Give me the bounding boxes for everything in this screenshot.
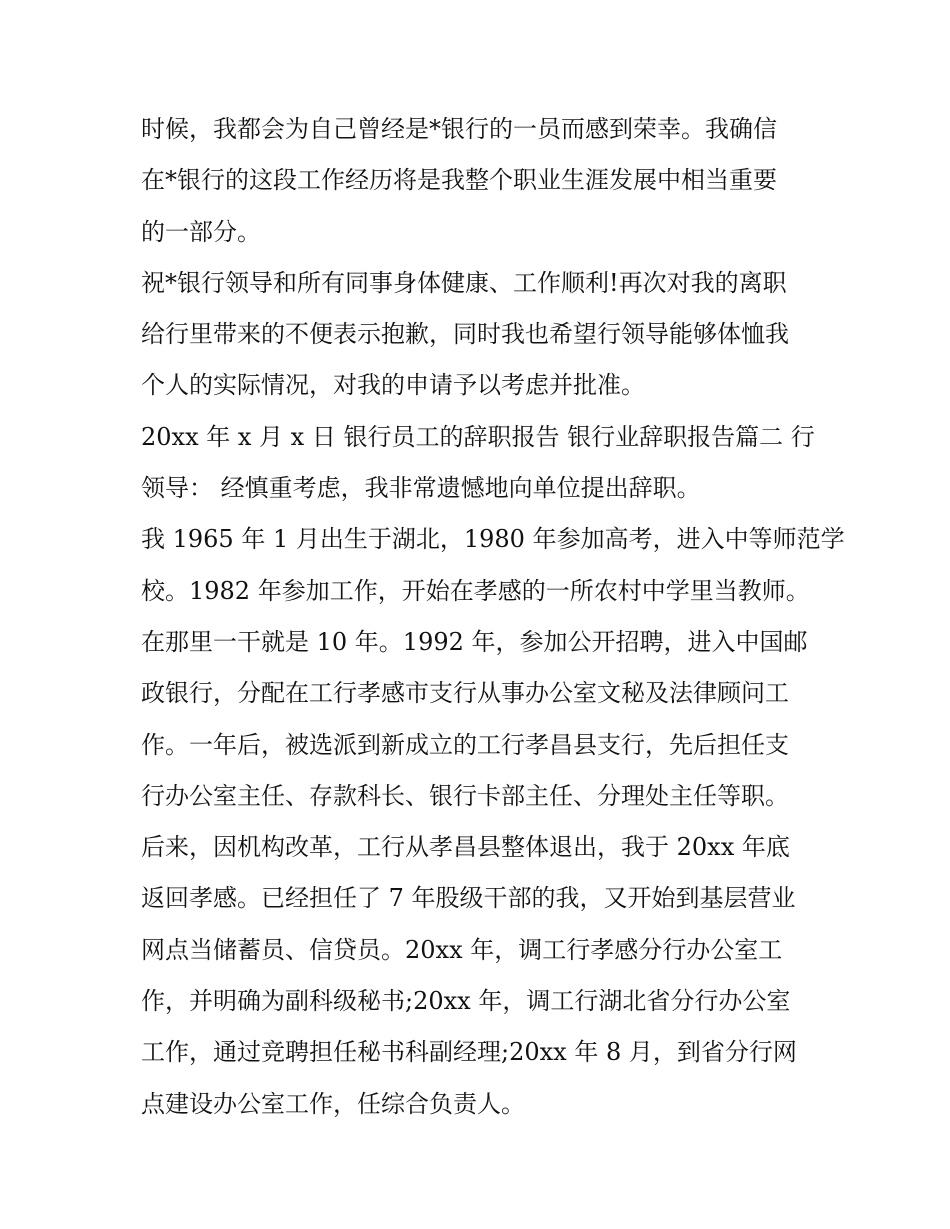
text-line: 政银行，分配在工行孝感市支行从事办公室文秘及法律顾问工	[141, 679, 789, 708]
paragraph-best-wishes	[141, 258, 821, 412]
text-line: 给行里带来的不便表示抱歉，同时我也希望行领导能够体恤我	[141, 320, 789, 349]
text-line: 行办公室主任、存款科长、银行卡部主任、分理处主任等职。	[141, 781, 789, 810]
text-line: 返回孝感。已经担任了 7 年股级干部的我，又开始到基层营业	[141, 884, 796, 913]
text-line: 领导： 经慎重考虑，我非常遗憾地向单位提出辞职。	[141, 474, 701, 503]
text-line: 点建设办公室工作，任综合负责人。	[141, 1089, 525, 1118]
document-body	[141, 104, 845, 1130]
text-line: 后来，因机构改革，工行从孝昌县整体退出，我于 20xx 年底	[141, 833, 790, 862]
text-line: 20xx 年 x 月 x 日 银行员工的辞职报告 银行业辞职报告篇二 行	[141, 422, 815, 451]
text-line: 在*银行的这段工作经历将是我整个职业生涯发展中相当重要	[141, 166, 777, 195]
text-line: 作。一年后，被选派到新成立的工行孝昌县支行，先后担任支	[141, 730, 789, 759]
paragraph-date-and-heading	[141, 412, 821, 515]
paragraph-closing-thoughts	[141, 104, 821, 258]
text-line: 网点当储蓄员、信贷员。20xx 年，调工行孝感分行办公室工	[141, 935, 783, 964]
text-line: 祝*银行领导和所有同事身体健康、工作顺利!再次对我的离职	[141, 268, 787, 297]
text-line: 作，并明确为副科级秘书;20xx 年，调工行湖北省分行办公室	[141, 987, 791, 1016]
text-line: 个人的实际情况，对我的申请予以考虑并批准。	[141, 371, 645, 400]
text-line: 校。1982 年参加工作，开始在孝感的一所农村中学里当教师。	[141, 576, 810, 605]
text-line: 时候，我都会为自己曾经是*银行的一员而感到荣幸。我确信	[141, 115, 777, 143]
text-line: 我 1965 年 1 月出生于湖北，1980 年参加高考，进入中等师范学	[141, 525, 845, 554]
paragraph-career-history	[141, 514, 845, 1130]
text-line: 的一部分。	[141, 217, 261, 246]
text-line: 工作，通过竞聘担任秘书科副经理;20xx 年 8 月，到省分行网	[141, 1038, 797, 1067]
text-line: 在那里一干就是 10 年。1992 年，参加公开招聘，进入中国邮	[141, 627, 808, 656]
